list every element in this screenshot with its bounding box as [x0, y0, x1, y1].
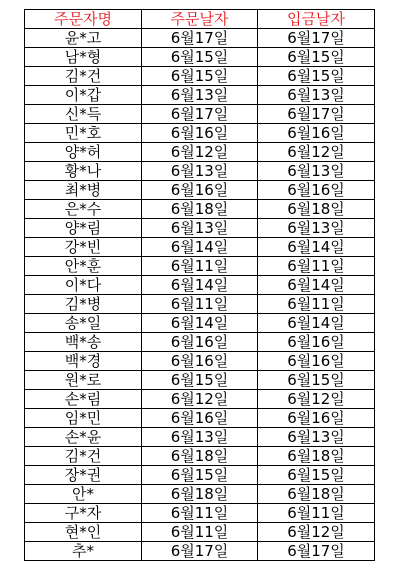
order-date-cell: 6월15일	[142, 371, 258, 390]
orderer-name-cell: 황*나	[25, 162, 142, 181]
orderer-name-cell: 안*훈	[25, 257, 142, 276]
orderer-name-cell: 손*윤	[25, 428, 142, 447]
table-row	[25, 67, 375, 86]
orderer-name-cell: 윤*고	[25, 29, 142, 48]
order-date-cell: 6월16일	[142, 352, 258, 371]
order-date-cell: 6월17일	[142, 105, 258, 124]
payment-date-cell: 6월17일	[258, 105, 375, 124]
orderer-name-cell: 김*건	[25, 447, 142, 466]
table-row	[25, 447, 375, 466]
table-row	[25, 466, 375, 485]
table-row	[25, 352, 375, 371]
orderer-name-cell: 원*로	[25, 371, 142, 390]
orderer-name-cell: 김*병	[25, 295, 142, 314]
table-row	[25, 124, 375, 143]
order-date-cell: 6월16일	[142, 409, 258, 428]
payment-date-cell: 6월13일	[258, 86, 375, 105]
orderer-name-cell: 남*형	[25, 48, 142, 67]
header-payment-date: 입금날자	[258, 10, 375, 29]
order-date-cell: 6월16일	[142, 333, 258, 352]
payment-date-cell: 6월16일	[258, 181, 375, 200]
payment-date-cell: 6월12일	[258, 143, 375, 162]
orderer-name-cell: 구*자	[25, 504, 142, 523]
payment-date-cell: 6월13일	[258, 162, 375, 181]
table-row	[25, 86, 375, 105]
table-row	[25, 504, 375, 523]
table-row	[25, 409, 375, 428]
orderer-name-cell: 백*송	[25, 333, 142, 352]
order-date-cell: 6월13일	[142, 428, 258, 447]
order-date-cell: 6월15일	[142, 466, 258, 485]
order-date-cell: 6월16일	[142, 181, 258, 200]
orderer-name-cell: 김*건	[25, 67, 142, 86]
payment-date-cell: 6월14일	[258, 314, 375, 333]
header-order-date: 주문날자	[142, 10, 258, 29]
payment-date-cell: 6월11일	[258, 504, 375, 523]
order-date-cell: 6월13일	[142, 86, 258, 105]
payment-date-cell: 6월12일	[258, 390, 375, 409]
payment-date-cell: 6월16일	[258, 124, 375, 143]
orderer-name-cell: 안*	[25, 485, 142, 504]
orderer-name-cell: 백*경	[25, 352, 142, 371]
orderer-name-cell: 임*민	[25, 409, 142, 428]
payment-date-cell: 6월16일	[258, 409, 375, 428]
orderer-name-cell: 장*권	[25, 466, 142, 485]
table-row	[25, 219, 375, 238]
orderer-name-cell: 이*다	[25, 276, 142, 295]
table-row	[25, 48, 375, 67]
payment-date-cell: 6월17일	[258, 542, 375, 561]
table-row	[25, 542, 375, 561]
orderer-name-cell: 이*갑	[25, 86, 142, 105]
table-row	[25, 162, 375, 181]
payment-date-cell: 6월17일	[258, 29, 375, 48]
order-date-cell: 6월17일	[142, 542, 258, 561]
order-date-cell: 6월18일	[142, 200, 258, 219]
order-date-cell: 6월11일	[142, 295, 258, 314]
payment-date-cell: 6월13일	[258, 219, 375, 238]
order-date-cell: 6월12일	[142, 143, 258, 162]
order-date-cell: 6월15일	[142, 67, 258, 86]
orderer-name-cell: 송*일	[25, 314, 142, 333]
payment-date-cell: 6월16일	[258, 352, 375, 371]
payment-date-cell: 6월14일	[258, 276, 375, 295]
table-row	[25, 276, 375, 295]
orderer-name-cell: 신*득	[25, 105, 142, 124]
order-date-cell: 6월13일	[142, 162, 258, 181]
orderer-name-cell: 손*림	[25, 390, 142, 409]
header-row	[25, 10, 375, 29]
order-date-cell: 6월18일	[142, 447, 258, 466]
table-row	[25, 295, 375, 314]
table-row	[25, 428, 375, 447]
order-date-cell: 6월14일	[142, 238, 258, 257]
payment-date-cell: 6월16일	[258, 333, 375, 352]
order-date-cell: 6월11일	[142, 523, 258, 542]
payment-date-cell: 6월15일	[258, 466, 375, 485]
order-date-cell: 6월12일	[142, 390, 258, 409]
order-payment-table	[24, 9, 375, 561]
payment-date-cell: 6월11일	[258, 257, 375, 276]
orderer-name-cell: 추*	[25, 542, 142, 561]
order-date-cell: 6월18일	[142, 485, 258, 504]
table-row	[25, 314, 375, 333]
payment-date-cell: 6월11일	[258, 295, 375, 314]
table-row	[25, 143, 375, 162]
payment-date-cell: 6월14일	[258, 238, 375, 257]
header-orderer-name: 주문자명	[25, 10, 142, 29]
table-row	[25, 485, 375, 504]
payment-date-cell: 6월15일	[258, 48, 375, 67]
table-row	[25, 181, 375, 200]
order-date-cell: 6월17일	[142, 29, 258, 48]
orderer-name-cell: 현*인	[25, 523, 142, 542]
order-date-cell: 6월14일	[142, 276, 258, 295]
orderer-name-cell: 최*병	[25, 181, 142, 200]
orderer-name-cell: 민*호	[25, 124, 142, 143]
table-row	[25, 29, 375, 48]
orderer-name-cell: 은*수	[25, 200, 142, 219]
order-date-cell: 6월14일	[142, 314, 258, 333]
order-date-cell: 6월16일	[142, 124, 258, 143]
payment-date-cell: 6월13일	[258, 428, 375, 447]
orderer-name-cell: 강*빈	[25, 238, 142, 257]
payment-date-cell: 6월15일	[258, 371, 375, 390]
payment-date-cell: 6월18일	[258, 447, 375, 466]
table-row	[25, 371, 375, 390]
payment-date-cell: 6월15일	[258, 67, 375, 86]
orderer-name-cell: 양*허	[25, 143, 142, 162]
order-date-cell: 6월13일	[142, 219, 258, 238]
order-date-cell: 6월15일	[142, 48, 258, 67]
table-row	[25, 390, 375, 409]
table-row	[25, 257, 375, 276]
table-body	[25, 29, 375, 561]
payment-date-cell: 6월18일	[258, 485, 375, 504]
table-row	[25, 333, 375, 352]
payment-date-cell: 6월18일	[258, 200, 375, 219]
table-row	[25, 523, 375, 542]
table-row	[25, 238, 375, 257]
payment-date-cell: 6월12일	[258, 523, 375, 542]
orderer-name-cell: 양*림	[25, 219, 142, 238]
table-row	[25, 200, 375, 219]
order-date-cell: 6월11일	[142, 504, 258, 523]
table-row	[25, 105, 375, 124]
order-date-cell: 6월11일	[142, 257, 258, 276]
